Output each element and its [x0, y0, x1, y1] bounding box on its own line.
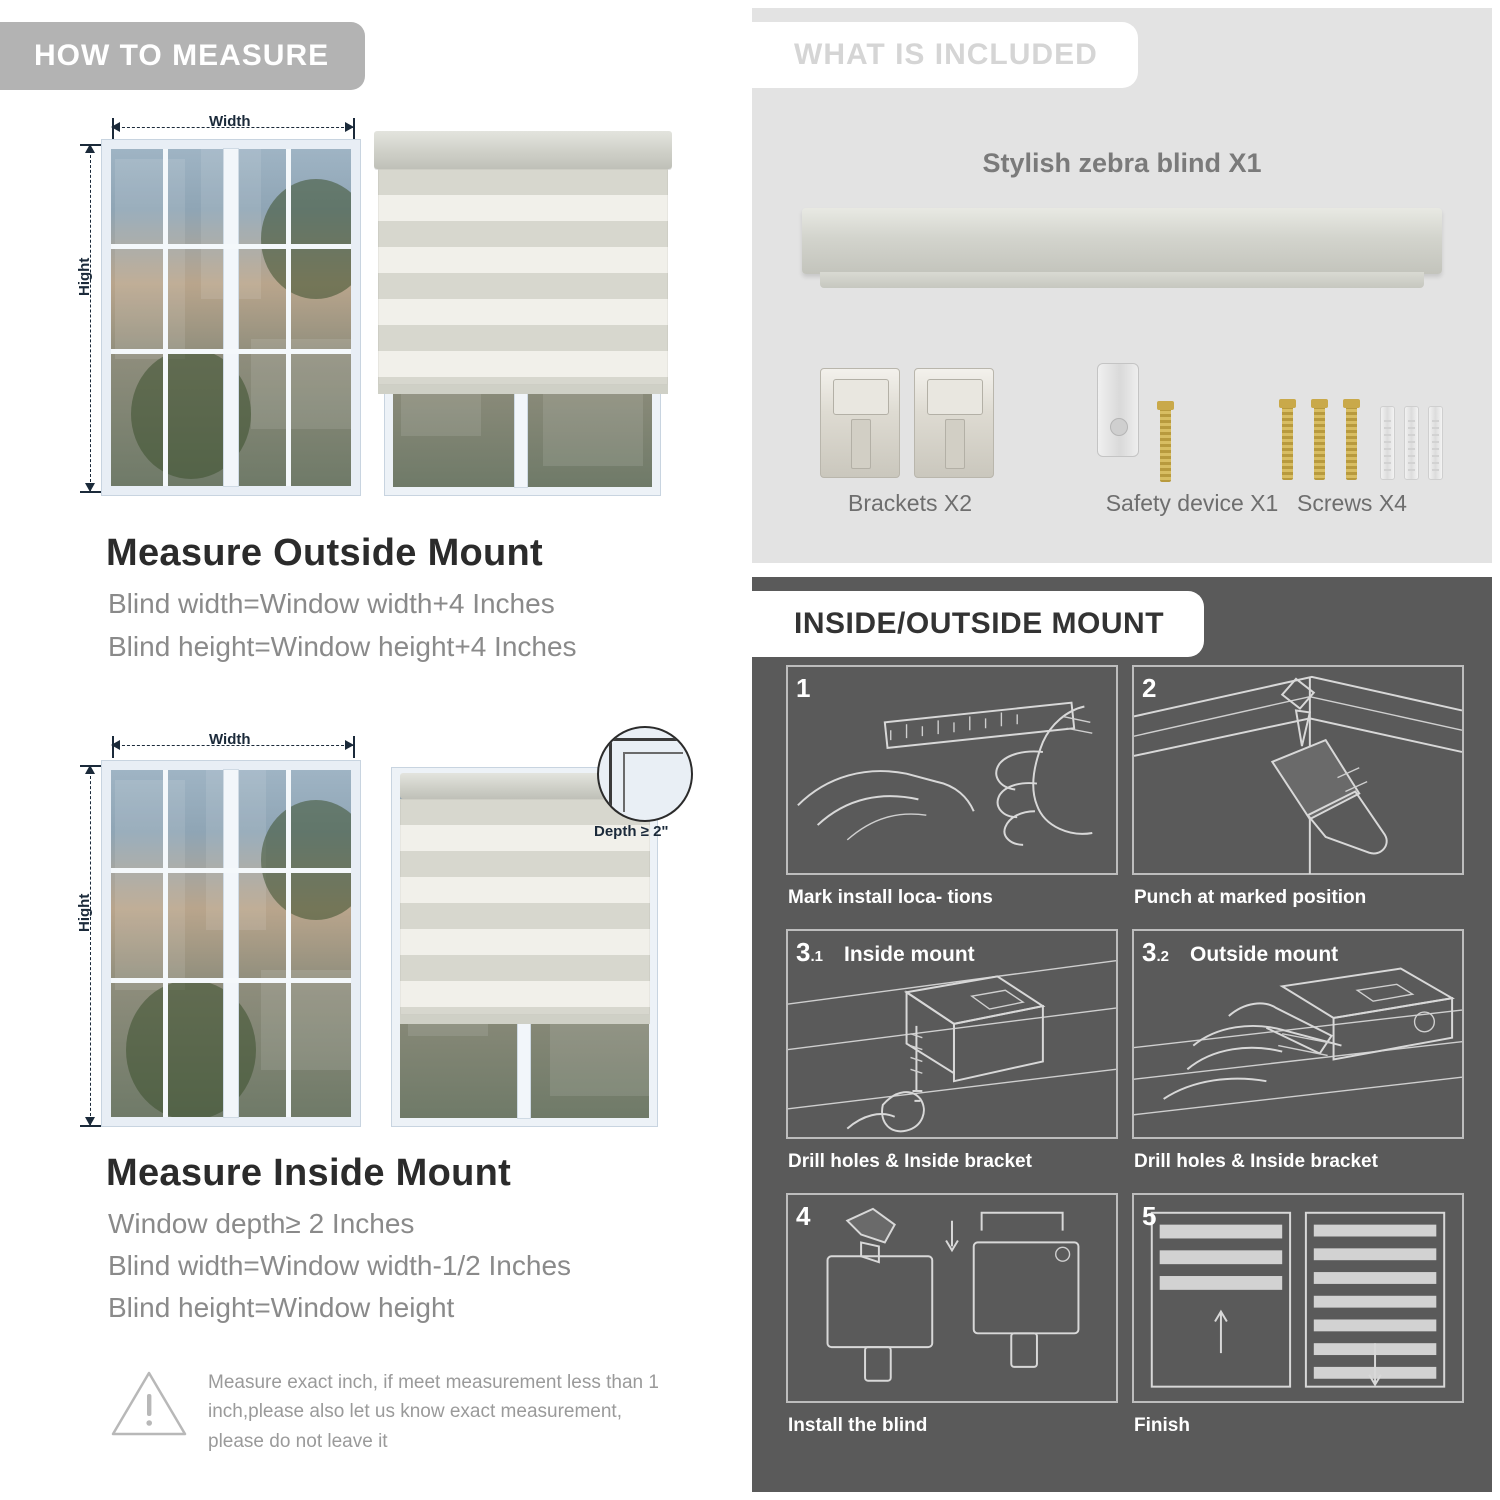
right-column: [744, 0, 1500, 1500]
wall-anchor-icon-2: [1404, 406, 1419, 480]
step-caption-3-1: Drill holes & Inside bracket: [788, 1151, 1032, 1172]
blind-bottomrail-outside: [378, 385, 668, 394]
blind-headrail-outside: [374, 131, 672, 169]
step-image-3-1: [786, 929, 1118, 1139]
screw-icon-2: [1314, 406, 1325, 480]
safety-device-screw-icon: [1160, 408, 1171, 482]
step-number-3-1: 3.1: [796, 937, 823, 967]
step-caption-3-2: Drill holes & Inside bracket: [1134, 1151, 1378, 1172]
step-inline-label-3-1: Inside mount: [844, 943, 975, 966]
step-image-3-2: [1132, 929, 1464, 1139]
window-illustration-outside: [102, 140, 360, 495]
bracket-icon-1: [820, 368, 900, 478]
measure-note-text: Measure exact inch, if meet measurement less than 1 inch,please also let us know exact measurement, please do not leave it: [208, 1372, 659, 1452]
inside-mount-line2: Blind width=Window width-1/2 Inches: [108, 1250, 572, 1281]
step-number-1: 1: [796, 673, 811, 703]
measure-note: [110, 1368, 668, 1456]
screw-icon-3: [1346, 406, 1357, 480]
step-caption-1: Mark install loca- tions: [788, 887, 993, 908]
part-label-screws: Screws X4: [1297, 490, 1407, 516]
step-image-4: [786, 1193, 1118, 1403]
step-1-sketch: [788, 667, 1116, 874]
step-caption-4: Install the blind: [788, 1415, 928, 1436]
step-2-sketch: [1134, 667, 1462, 874]
inside-height-label: Hight: [76, 890, 93, 936]
how-to-measure-header-label: HOW TO MEASURE: [0, 22, 365, 90]
outside-height-label: Hight: [76, 254, 93, 300]
part-label-brackets: Brackets X2: [848, 490, 972, 516]
step-number-2: 2: [1142, 673, 1157, 703]
wall-anchor-icon-1: [1380, 406, 1395, 480]
inside-mount-line3: Blind height=Window height: [108, 1292, 455, 1323]
part-label-safety: Safety device X1: [1105, 490, 1279, 516]
step-5-sketch: [1134, 1195, 1462, 1402]
step-caption-2: Punch at marked position: [1134, 887, 1367, 908]
step-number-3-2: 3.2: [1142, 937, 1169, 967]
step-number-5: 5: [1142, 1201, 1157, 1231]
wall-anchor-icon-3: [1428, 406, 1443, 480]
outside-mount-diagram: [0, 0, 744, 662]
step-image-1: [786, 665, 1118, 875]
depth-detail-circle: [597, 726, 693, 822]
inside-width-label: Width: [205, 731, 255, 748]
outside-mount-title: Measure Outside Mount: [106, 532, 544, 574]
blind-fabric-outside: [378, 169, 668, 385]
blind-bottomrail-inside: [400, 1015, 650, 1024]
what-is-included-header: WHAT IS INCLUDED: [752, 22, 1138, 88]
outside-mount-line1: Blind width=Window width+4 Inches: [108, 588, 555, 619]
window-illustration-inside: [102, 761, 360, 1126]
screw-icon-1: [1282, 406, 1293, 480]
inside-mount-diagram: [0, 618, 744, 1323]
how-to-measure-column: [0, 0, 744, 1500]
depth-label: Depth ≥ 2": [594, 823, 669, 840]
inside-outside-mount-panel: [752, 577, 1492, 1492]
warning-triangle-icon: [110, 1368, 188, 1438]
inside-outside-mount-header: INSIDE/OUTSIDE MOUNT: [752, 591, 1204, 657]
included-product-title: Stylish zebra blind X1: [982, 148, 1262, 178]
step-image-2: [1132, 665, 1464, 875]
bracket-icon-2: [914, 368, 994, 478]
inside-mount-title: Measure Inside Mount: [106, 1152, 512, 1194]
what-is-included-panel: [752, 8, 1492, 563]
safety-device-icon: [1097, 363, 1139, 457]
step-inline-label-3-2: Outside mount: [1190, 943, 1339, 966]
step-caption-5: Finish: [1134, 1415, 1190, 1436]
outside-width-label: Width: [205, 113, 255, 130]
zebra-blind-headrail-product: [802, 208, 1442, 274]
step-image-5: [1132, 1193, 1464, 1403]
inside-mount-line1: Window depth≥ 2 Inches: [108, 1208, 415, 1239]
outside-mount-line2: Blind height=Window height+4 Inches: [108, 631, 577, 662]
step-number-4: 4: [796, 1201, 811, 1231]
step-4-sketch: [788, 1195, 1116, 1402]
